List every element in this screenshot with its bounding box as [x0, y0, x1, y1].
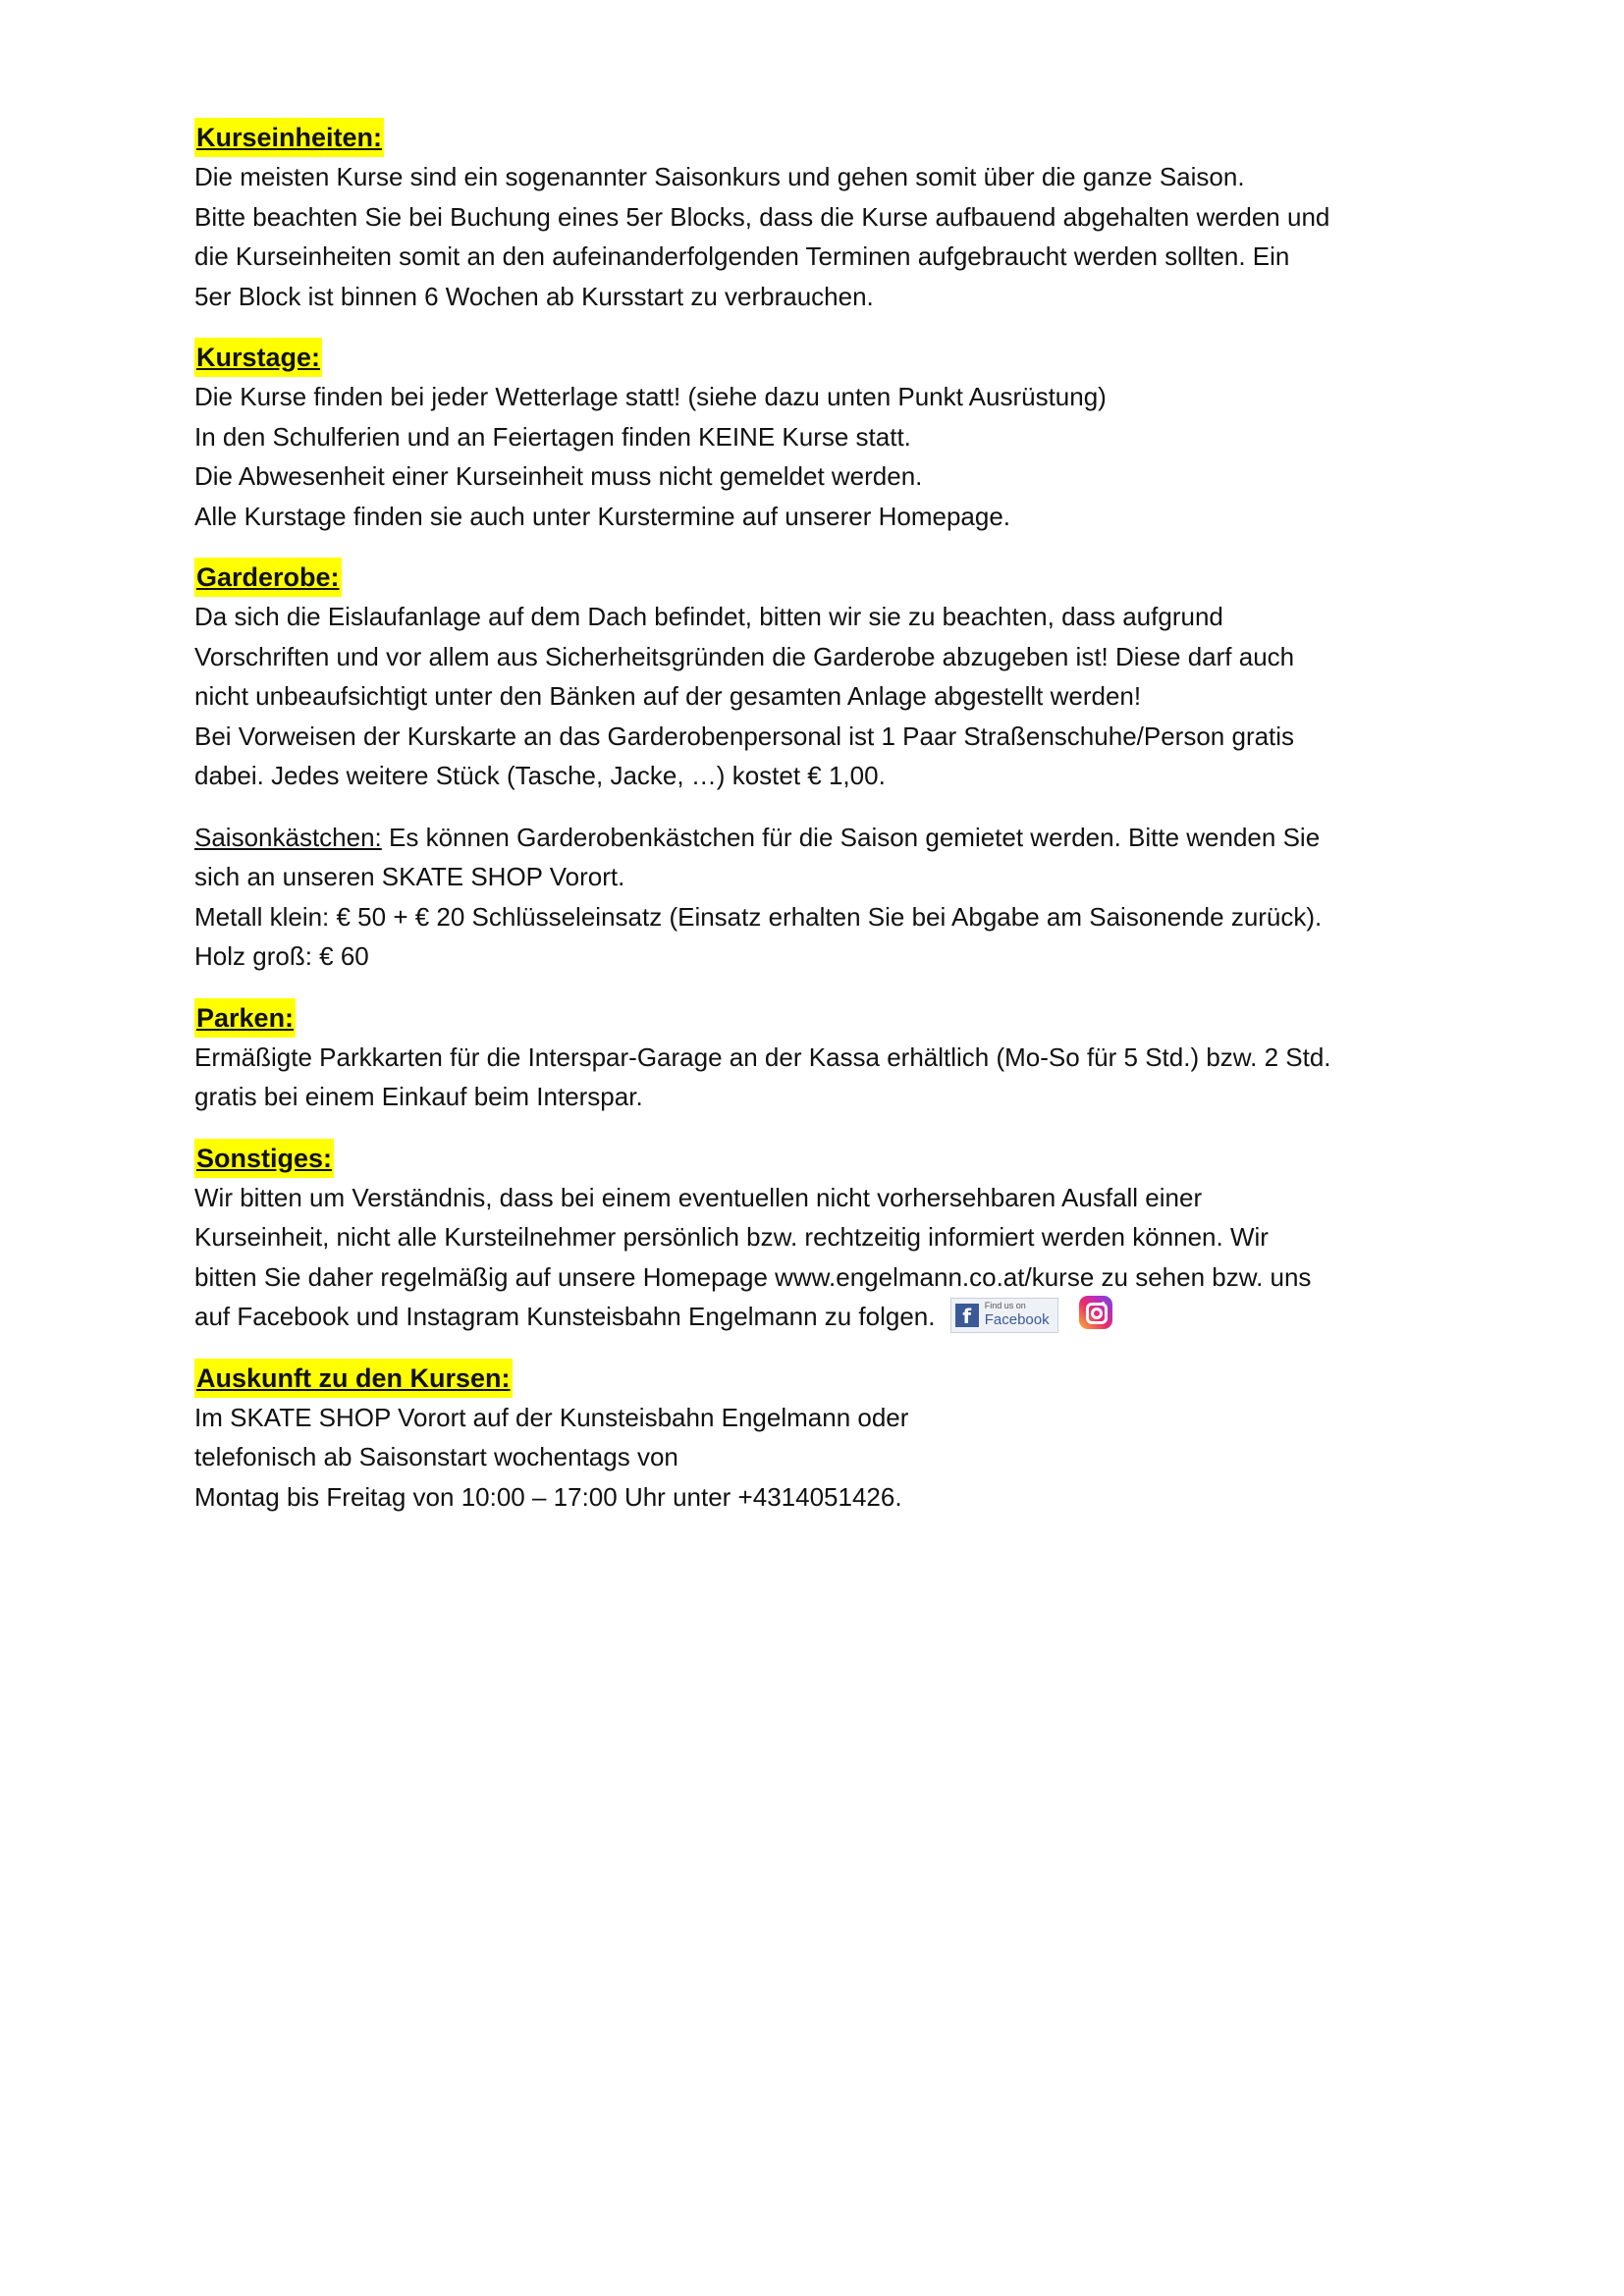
instagram-icon[interactable] — [1079, 1296, 1112, 1329]
text-line: dabei. Jedes weitere Stück (Tasche, Jacke, …) kostet € 1,00. — [194, 761, 886, 790]
paragraph-gap — [194, 796, 1471, 818]
text-line: Bitte beachten Sie bei Buchung eines 5er Blocks, dass die Kurse aufbauend abgehalten werden und — [194, 201, 1330, 232]
heading-kurseinheiten: Kurseinheiten: — [194, 118, 384, 157]
text-line: Ermäßigte Parkkarten für die Interspar-Garage an der Kassa erhältlich (Mo-So für 5 Std.) bzw. 2 Std. — [194, 1041, 1331, 1072]
text-line: nicht unbeaufsichtigt unter den Bänken auf der gesamten Anlage abgestellt werden! — [194, 681, 1142, 711]
facebook-badge[interactable] — [950, 1298, 1058, 1333]
text-line: sich an unseren SKATE SHOP Vorort. — [194, 862, 625, 891]
heading-parken: Parken: — [194, 998, 296, 1038]
text-line: Die Abwesenheit einer Kurseinheit muss nicht gemeldet werden. — [194, 461, 923, 491]
section-garderobe — [194, 558, 1471, 977]
section-kurseinheiten — [194, 118, 1471, 316]
text-line: telefonisch ab Saisonstart wochentags von — [194, 1442, 678, 1471]
heading-auskunft-colon: : — [501, 1362, 511, 1393]
text-line: Die meisten Kurse sind ein sogenannter Saisonkurs und gehen somit über die ganze Saison. — [194, 162, 1245, 191]
section-sonstiges — [194, 1139, 1471, 1337]
saisonkaestchen-line — [194, 818, 1471, 858]
saisonkaestchen-text: Es können Garderobenkästchen für die Saison gemietet werden. Bitte wenden Sie — [381, 822, 1321, 852]
text-line: Holz groß: € 60 — [194, 941, 369, 971]
text-line: Kurseinheit, nicht alle Kursteilnehmer persönlich bzw. rechtzeitig informiert werden können. Wir — [194, 1222, 1269, 1252]
facebook-badge-text: Facebook — [984, 1311, 1050, 1329]
heading-auskunft-text: Auskunft zu den Kursen — [196, 1362, 502, 1393]
facebook-icon: f — [955, 1304, 979, 1327]
social-line — [194, 1297, 1471, 1337]
text-line: Vorschriften und vor allem aus Sicherheitsgründen die Garderobe abzugeben ist! Diese darf auch — [194, 641, 1295, 671]
text-line: die Kurseinheiten somit an den aufeinanderfolgenden Terminen aufgebraucht werden sollten. Ein — [194, 241, 1290, 271]
text-line: In den Schulferien und an Feiertagen finden KEINE Kurse statt. — [194, 421, 911, 452]
section-parken — [194, 998, 1471, 1117]
text-line: Im SKATE SHOP Vorort auf der Kunsteisbahn Engelmann oder — [194, 1402, 909, 1432]
saisonkaestchen-label: Saisonkästchen: — [194, 822, 382, 852]
heading-sonstiges: Sonstiges: — [194, 1139, 334, 1178]
text-line: Bei Vorweisen der Kurskarte an das Garderobenpersonal ist 1 Paar Straßenschuhe/Person gratis — [194, 721, 1295, 751]
text-line: Wir bitten um Verständnis, dass bei einem eventuellen nicht vorhersehbaren Ausfall einer — [194, 1182, 1203, 1212]
instagram-icon-lens — [1091, 1308, 1103, 1319]
text-line: bitten Sie daher regelmäßig auf unsere Homepage www.engelmann.co.at/kurse zu sehen bzw. uns — [194, 1261, 1312, 1292]
text-line: gratis bei einem Einkauf beim Interspar. — [194, 1082, 643, 1111]
heading-garderobe: Garderobe: — [194, 558, 342, 597]
text-line: Alle Kurstage finden sie auch unter Kurstermine auf unserer Homepage. — [194, 501, 1011, 531]
facebook-badge-small-text: Find us on — [984, 1301, 1026, 1311]
text-line: 5er Block ist binnen 6 Wochen ab Kursstart zu verbrauchen. — [194, 281, 874, 311]
section-auskunft — [194, 1359, 1471, 1518]
text-line: Metall klein: € 50 + € 20 Schlüsseleinsatz (Einsatz erhalten Sie bei Abgabe am Saisonende zurück). — [194, 901, 1323, 932]
document-content — [194, 118, 1471, 1538]
text-line: auf Facebook und Instagram Kunsteisbahn Engelmann zu folgen. — [194, 1302, 936, 1331]
text-line: Montag bis Freitag von 10:00 – 17:00 Uhr unter +4314051426. — [194, 1481, 902, 1512]
heading-kurstage: Kurstage: — [194, 338, 322, 377]
text-line: Da sich die Eislaufanlage auf dem Dach befindet, bitten wir sie zu beachten, dass aufgrund — [194, 602, 1223, 631]
section-kurstage — [194, 338, 1471, 536]
heading-auskunft — [194, 1359, 513, 1398]
text-line: Die Kurse finden bei jeder Wetterlage statt! (siehe dazu unten Punkt Ausrüstung) — [194, 382, 1107, 411]
